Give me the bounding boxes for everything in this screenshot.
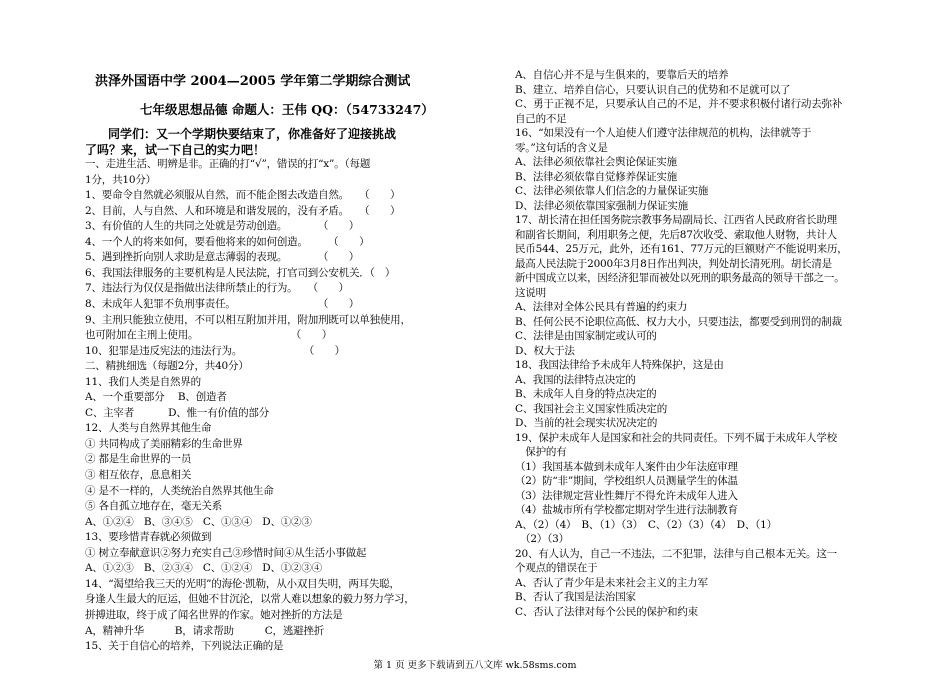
right-column-line: C、法律必须依靠人们信念的力量保证实施 [515,185,709,197]
left-column-line: ① 共同构成了美丽精彩的生命世界 [85,437,243,450]
left-column-line: 拼搏进取，终于成了闻名世界的作家。她对挫折的方法是 [85,608,343,621]
right-column-line: （4）盐城市所有学校都定期对学生进行法制教育 [515,504,738,516]
page-footer: 第 1 页 更多下载请到五八文库 wk.58sms.com [373,660,577,671]
left-column-line: 4、一个人的将来如何，要看他将来的如何创造。 （ ） [85,235,370,248]
right-column-line: （1）我国基本做到未成年人案件由少年法庭审理 [515,460,738,473]
right-column-line: 20、有人认为，自己一不违法，二不犯罪，法律与自己根本无关。这一 [515,547,837,560]
exam-title: 洪泽外国语中学 2004—2005 学年第二学期综合测试 [95,74,411,89]
left-column-line: 身逢人生最大的厄运，但她不甘沉沦，以常人难以想象的毅力努力学习， [85,593,415,606]
right-column-line: 最高人民法院于2000年3月8日作出判决，判处胡长清死刑。胡长清是 [515,257,832,270]
right-column-line: B、否认了我国是法治国家 [515,591,636,603]
left-column-line: ④ 是不一样的，人类统治自然界其他生命 [85,484,274,497]
left-column-line: 也可附加在主刑上使用。 （ ） [85,329,332,342]
right-column-line: 这说明 [515,286,546,299]
left-column-line: 一、走进生活、明辨是非。正确的打“√”，错误的打“x”。（每题 [85,158,371,170]
left-column-line: 1分，共10分） [85,173,156,186]
right-column-line: 零。”这句话的含义是 [515,141,608,154]
left-column-line: 7、违法行为仅仅是指做出法律所禁止的行为。 （ ） [85,282,349,295]
right-column-line: （2）（3） [515,533,569,545]
left-column-line: A、①②④ B、③④⑤ C、①③④ D、①②③ [85,515,312,528]
left-column-line: 3、有价值的人生的共同之处就是劳动创造。 （ ） [85,220,360,233]
right-column-line: 自己的不足 [515,112,567,125]
left-column-line: ② 都是生命世界的一员 [85,453,192,466]
right-column-line: 和副省长期间，利用职务之便，先后87次收受、索取他人财物，共计人 [515,228,837,241]
left-column-line: 1、要命令自然就必须服从自然，而不能企图去改造自然。 （ ） [85,189,401,202]
left-column-line: 8、未成年人犯罪不负刑事责任。 （ ） [85,297,360,310]
right-column-line: A、我国的法律特点决定的 [515,373,636,386]
exam-subtitle: 七年级思想品德 命题人：王伟 QQ：（54733247） [140,102,434,117]
left-column-line: 9、主刑只能独立使用，不可以相互附加并用，附加刑既可以单独使用， [85,313,411,326]
right-column-line: 19、保护未成年人是国家和社会的共同责任。下列不属于未成年人学校 [515,431,837,444]
right-column-line: C、否认了法律对每个公民的保护和约束 [515,605,698,618]
left-column-line: 10、犯罪是违反宪法的违法行为。 （ ） [85,344,345,357]
left-column-line: ⑤ 各自孤立地存在，毫无关系 [85,500,223,513]
left-column-line: 二、精挑细选（每题2分，共40分） [85,360,249,373]
left-column-line: ③ 相互依存，息息相关 [85,469,192,481]
left-column-line: 2、目前，人与自然、人和环境是和谐发展的，没有矛盾。 （ ） [85,204,401,217]
left-column-line: A、①②③ B、②③④ C、①②④ D、①②③④ [85,562,322,575]
right-column-line: 个观点的错误在于 [515,562,598,574]
left-column-line: 6、我国法律服务的主要机构是人民法院，打官司到公安机关．（ ） [85,266,396,279]
intro-line-1: 同学们：又一个学期快要结束了，你准备好了迎接挑战 [108,127,397,141]
left-column-line: 11、我们人类是自然界的 [85,375,201,388]
right-column-line: B、建立、培养自信心，只要认识自己的优势和不足就可以了 [515,83,791,96]
right-column-line: A、自信心并不是与生俱来的，要靠后天的培养 [515,69,729,81]
right-column-line: C、法律是由国家制定或认可的 [515,330,657,342]
left-column-line: ① 树立奉献意识②努力充实自己③珍惜时间④从生活小事做起 [85,546,367,559]
intro-line-2: 了吗？来，试一下自己的实力吧！ [85,143,266,157]
left-column-line: 5、遇到挫折向别人求助是意志薄弱的表现。 （ ） [85,251,360,264]
right-column-line: A、（2）（4） B、（1）（3） C、（2）（3）（4） D、（1） [515,518,777,531]
right-column-line: 民币544、25万元，此外，还有161、77万元的巨额财产不能说明来历， [515,243,848,255]
right-column-line: A、法律对全体公民具有普遍的约束力 [515,301,688,313]
right-column-line: A、法律必须依靠社会舆论保证实施 [515,156,677,168]
right-column-line: B、任何公民不论职位高低、权力大小，只要违法，都要受到刑罚的制裁 [515,315,842,328]
right-column-line: 17、胡长清在担任国务院宗教事务局副局长、江西省人民政府省长助理 [515,214,837,226]
right-column-line: 16、“如果没有一个人迫使人们遵守法律规范的机构，法律就等于 [515,127,812,139]
right-column-line: B、未成年人自身的特点决定的 [515,388,657,400]
right-column-line: D、法律必须依靠国家强制力保证实施 [515,199,689,212]
right-column-line: D、权大于法 [515,344,575,357]
right-column-line: 18、我国法律给予未成年人特殊保护，这是由 [515,359,724,371]
right-column-line: 新中国成立以来，因经济犯罪而被处以死刑的职务最高的领导干部之一。 [515,272,845,284]
right-column-line: C、我国社会主义国家性质决定的 [515,402,668,415]
right-column-line: （2）防“非”期间，学校组织人员测量学生的体温 [515,475,738,487]
right-column-line: （3）法律规定营业性舞厅不得允许未成年人进入 [515,489,738,502]
left-column-line: 12、人类与自然界其他生命 [85,422,212,435]
left-column-line: 14、“渴望给我三天的光明”的海伦·凯勒，从小双目失明，两耳失聪， [85,577,400,590]
left-column-line: A、一个重要部分 B、创造者 [85,391,227,404]
left-column-line: 15、关于自信心的培养，下列说法正确的是 [85,640,284,653]
right-column-line: A、否认了青少年是未来社会主义的主力军 [515,576,708,589]
right-column-line: C、勇于正视不足，只要承认自己的不足，并不要求积极付诸行动去弥补 [515,98,843,110]
right-column-line: D、当前的社会现实状况决定的 [515,417,658,429]
right-column-line: 保护的有 [515,446,567,458]
left-column-line: A，精神升华 B，请求帮助 C，逃避挫折 [85,624,325,637]
left-column-line: 13、要珍惜青春就必须做到 [85,531,212,544]
left-column-line: C、主宰者 D、惟一有价值的部分 [85,406,269,419]
right-column-line: B、法律必须依靠自觉修养保证实施 [515,170,678,183]
